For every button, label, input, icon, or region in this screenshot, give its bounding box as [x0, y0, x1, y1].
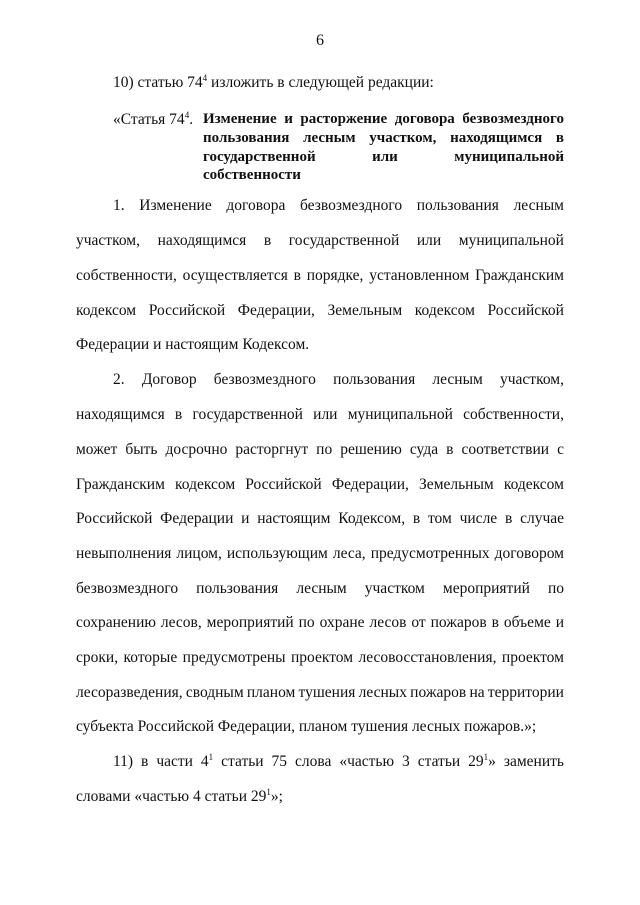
paragraph-2-line: [76, 476, 564, 494]
item-11-text: словами «частью 4 статьи 29: [76, 788, 267, 805]
word: собственности,: [76, 267, 177, 284]
word: Российской: [76, 510, 153, 527]
word: от: [411, 614, 426, 631]
word: Кодексом,: [338, 510, 406, 527]
item-11-text: 11) в части 4: [113, 753, 209, 770]
word: мероприятий: [206, 614, 294, 631]
word: Гражданским: [475, 267, 564, 284]
word: может: [76, 441, 118, 458]
word: пожаров: [410, 684, 467, 701]
word: безвозмездного: [462, 111, 564, 127]
word: пользования: [196, 580, 279, 597]
word: пользования: [416, 197, 499, 214]
item-11-text: статьи 75 слова «частью 3 статьи 29: [213, 753, 484, 770]
word: осуществляется: [182, 267, 288, 284]
word: лесным: [296, 580, 347, 597]
item-11-text: »;: [270, 788, 283, 805]
item-11-superscript: 1: [208, 752, 214, 762]
word: тушения: [298, 684, 356, 701]
word: кодексом: [76, 302, 137, 319]
article-label-text: «Статья 74: [113, 111, 185, 128]
word: случае: [520, 510, 564, 527]
word: в: [491, 614, 499, 631]
word: муниципальной: [454, 149, 564, 165]
word: Гражданским: [76, 476, 165, 493]
article-label-superscript: 4: [184, 110, 190, 120]
word: лесовосстановления,: [358, 649, 497, 666]
word: настоящим: [257, 510, 331, 527]
article-title-line: собственности: [203, 167, 301, 183]
item-11-superscript: 1: [483, 752, 489, 762]
word: 1.: [113, 197, 125, 214]
word: лесов,: [160, 614, 202, 631]
word: соответствии: [461, 441, 550, 458]
paragraph-2-line: субъекта Российской Федерации, планом тушения лесных пожаров.»;: [76, 718, 537, 735]
word: Федерации: [160, 510, 234, 527]
word: муниципальной: [347, 406, 453, 423]
word: безвозмездного: [76, 580, 179, 597]
word: расторжение: [300, 111, 388, 127]
word: кодексом: [414, 302, 475, 319]
word: Российской: [148, 302, 226, 319]
paragraph-1-line: [76, 302, 564, 320]
word: использующим: [226, 545, 328, 562]
word: сводным: [185, 684, 244, 701]
word: сроки,: [76, 649, 119, 666]
word: с: [557, 441, 564, 458]
word: договора: [226, 197, 286, 214]
paragraph-2-line: [76, 545, 564, 563]
word: Земельным: [327, 302, 403, 319]
word: или: [313, 406, 338, 423]
word: в: [174, 406, 183, 423]
word: проектом: [501, 649, 564, 666]
item-11-line: [76, 788, 283, 806]
word: 2.: [113, 371, 125, 388]
word: на: [469, 684, 485, 701]
word: проектом: [291, 649, 354, 666]
word: Земельным: [419, 476, 494, 493]
word: участком,: [500, 371, 564, 388]
item-10-line: [113, 74, 434, 92]
item-11-line: [113, 753, 564, 771]
word: в: [293, 267, 301, 284]
word: Российской: [487, 302, 564, 319]
word: которые: [123, 649, 178, 666]
item-10-text: 10) статью 74: [113, 74, 203, 91]
word: предусмотренных: [370, 545, 490, 562]
word: безвозмездного: [299, 197, 403, 214]
word: охране: [319, 614, 365, 631]
word: находящимся: [157, 232, 247, 249]
word: мероприятий: [442, 580, 530, 597]
word: участком,: [76, 232, 140, 249]
word: расторгнут: [235, 441, 309, 458]
page-number: 6: [316, 32, 324, 49]
word: и: [241, 510, 250, 527]
word: леса,: [332, 545, 366, 562]
word: договором: [494, 545, 564, 562]
word: объеме: [503, 614, 551, 631]
paragraph-2-line: [76, 614, 564, 632]
paragraph-1-line: [76, 267, 564, 285]
word: Российской: [245, 476, 322, 493]
word: муниципальной: [458, 232, 564, 249]
word: суда: [409, 441, 439, 458]
article-label-dot: .: [189, 111, 194, 128]
article-title-line: [203, 130, 564, 147]
word: сохранению: [76, 614, 156, 631]
word: договора: [394, 111, 455, 127]
word: решению: [340, 441, 402, 458]
item-10-text-end: изложить в следующей редакции:: [207, 74, 434, 91]
word: кодексом: [175, 476, 236, 493]
paragraph-2-line: [113, 371, 564, 389]
word: кодексом: [503, 476, 564, 493]
paragraph-1-line: Федерации и настоящим Кодексом.: [76, 336, 310, 353]
paragraph-2-line: [76, 684, 564, 702]
word: лесным: [432, 371, 483, 388]
word: пожаров: [430, 614, 487, 631]
word: находящимся: [450, 130, 543, 146]
article-title-line: [203, 111, 564, 128]
word: или: [372, 149, 398, 165]
word: пользования: [333, 371, 416, 388]
article-label: [113, 111, 193, 129]
paragraph-2-line: [76, 441, 564, 459]
item-11-text: » заменить: [488, 753, 564, 770]
word: Федерации,: [237, 302, 315, 319]
word: по: [316, 441, 333, 458]
word: лесных: [358, 684, 407, 701]
word: в: [446, 441, 454, 458]
word: в: [504, 510, 513, 527]
paragraph-1-line: [76, 232, 564, 250]
word: Договор: [141, 371, 197, 388]
word: том: [427, 510, 452, 527]
word: в: [263, 232, 272, 249]
word: или: [416, 232, 442, 249]
word: находящимся: [76, 406, 165, 423]
word: досрочно: [165, 441, 228, 458]
paragraph-2-line: [76, 649, 564, 667]
word: государственной: [288, 232, 400, 249]
paragraph-2-line: [76, 406, 564, 424]
word: в: [555, 130, 564, 146]
word: государственной: [203, 149, 316, 165]
word: лесным: [303, 130, 356, 146]
word: установленном: [369, 267, 470, 284]
word: быть: [125, 441, 158, 458]
paragraph-2-line: [76, 510, 564, 528]
paragraph-2-line: [76, 580, 564, 598]
article-title-line: [203, 149, 564, 166]
word: безвозмездного: [213, 371, 316, 388]
word: планом: [246, 684, 296, 701]
word: и: [284, 111, 293, 127]
word: собственности,: [463, 406, 564, 423]
word: лесным: [513, 197, 564, 214]
word: лесоразведения,: [76, 684, 183, 701]
word: невыполнения: [76, 545, 172, 562]
paragraph-1-line: [113, 197, 564, 215]
word: предусмотрены: [182, 649, 286, 666]
word: и: [555, 614, 564, 631]
word: порядке,: [306, 267, 364, 284]
word: государственной: [192, 406, 303, 423]
item-11-superscript: 1: [266, 787, 271, 797]
word: Изменение: [203, 111, 277, 127]
word: по: [547, 580, 564, 597]
word: участком: [364, 580, 425, 597]
word: лесов: [369, 614, 407, 631]
word: территории: [487, 684, 564, 701]
word: числе: [459, 510, 498, 527]
word: лицом,: [176, 545, 222, 562]
item-10-superscript: 4: [202, 73, 208, 83]
word: участком,: [369, 130, 437, 146]
word: в: [412, 510, 421, 527]
word: Изменение: [139, 197, 212, 214]
word: пользования: [203, 130, 290, 146]
word: Федерации,: [331, 476, 409, 493]
word: по: [298, 614, 315, 631]
